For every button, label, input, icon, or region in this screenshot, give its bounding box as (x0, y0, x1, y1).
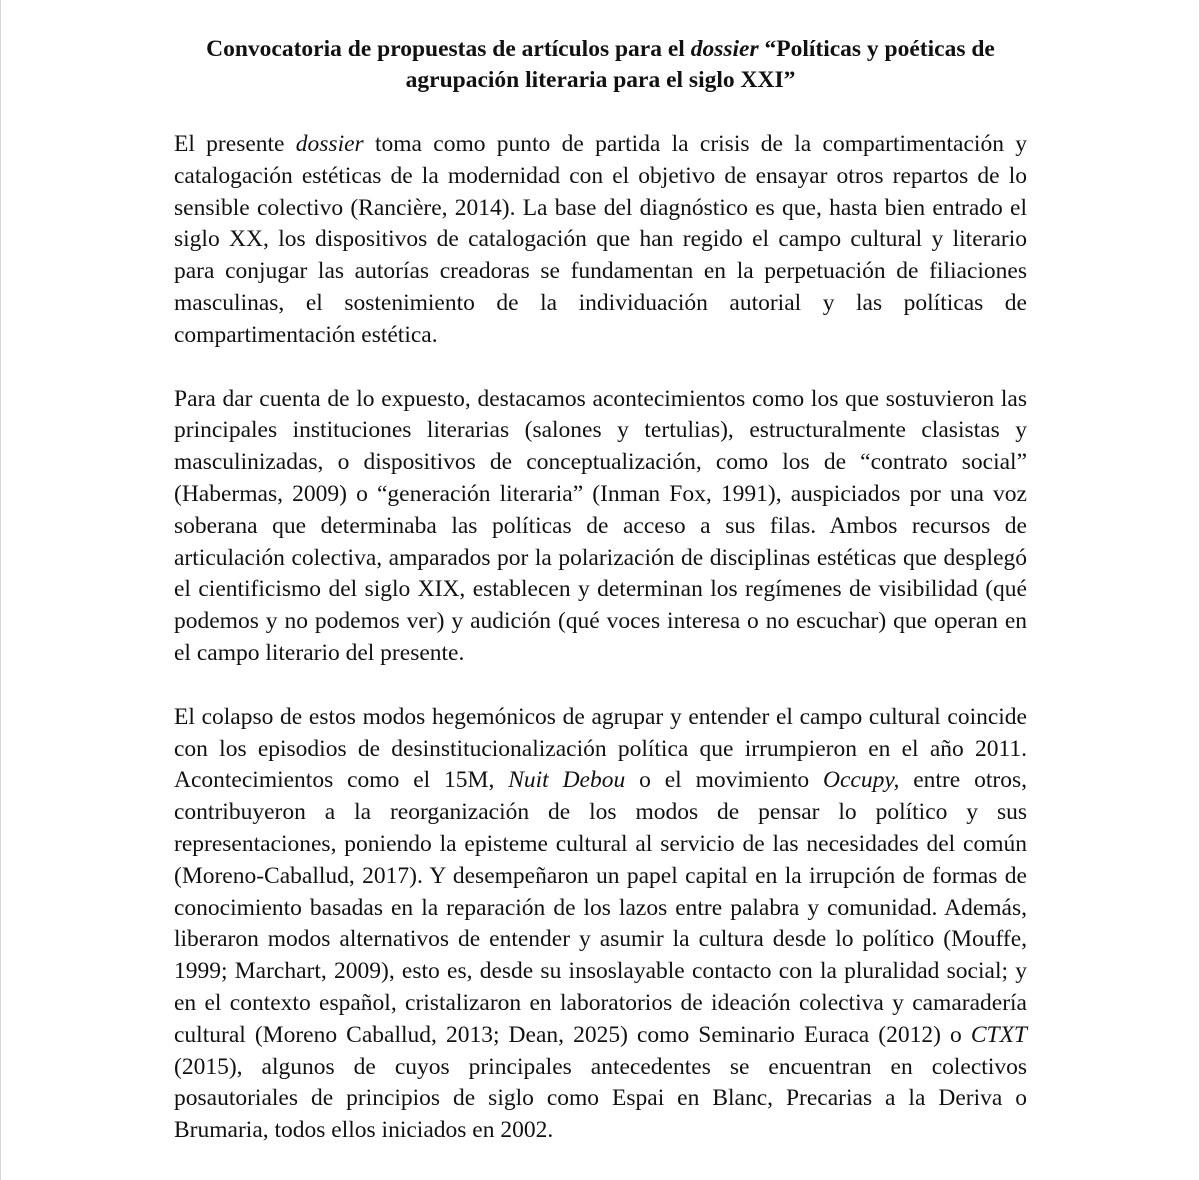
paragraph-3-text-d: (2015), algunos de cuyos principales antecedentes se encuentran en colectivos posautoriales de principios de siglo como Espai en Blanc, Precarias a la Deriva o Brumaria, todos ellos iniciados en 2002. (174, 1053, 1027, 1144)
paragraph-1-text-a: El presente (174, 131, 296, 157)
paragraph-3-italic-occupy: Occupy, (823, 767, 900, 794)
title-text-2: “Políticas y poéticas de (758, 36, 995, 62)
paragraph-3-italic-ctxt: CTXT (970, 1021, 1027, 1048)
document-title (174, 34, 1027, 96)
paragraph-3-text-a: El colapso de estos modos hegemónicos de agrupar y entender el campo cultural coincide con los episodios de desinstitucionalización política que irrumpieron en el año 2011. Acontecimientos como el 15M, (174, 703, 1027, 794)
paragraph-3 (174, 702, 1027, 1147)
paragraph-3-italic-nuit-debou: Nuit Debou (508, 767, 626, 794)
title-text-3: agrupación literaria para el siglo XXI” (405, 67, 796, 93)
paragraph-1 (174, 129, 1027, 352)
paragraph-3-text-b: o el movimiento (625, 767, 824, 794)
title-text-1: Convocatoria de propuestas de artículos para el (206, 36, 691, 62)
paragraph-3-text-c: entre otros, contribuyeron a la reorganización de los modos de pensar lo político y sus representaciones, poniendo la episteme cultural al servicio de las necesidades del común (Moreno-Caballud, 2017). Y desempeñaron un papel capital en la irrupción de formas de conocimiento basadas en la reparación de los lazos entre palabra y comunidad. Además, liberaron modos alternativos de entender y asumir la cultura desde lo político (Mouffe, 1999; Marchart, 2009), esto es, desde su insoslayable contacto con la pluralidad social; y en el contexto español, cristalizaron en laboratorios de ideación colectiva y camaradería cultural (Moreno Caballud, 2013; Dean, 2025) como Seminario Euraca (2012) o (174, 767, 1027, 1048)
title-italic-dossier: dossier (690, 36, 759, 62)
paragraph-1-italic: dossier (295, 131, 364, 157)
paragraph-2-text: Para dar cuenta de lo expuesto, destacamos acontecimientos como los que sostuvieron las principales instituciones literarias (salones y tertulias), estructuralmente clasistas y masculinizadas, o dispositivos de conceptualización, como los de “contrato social” (Habermas, 2009) o “generación literaria” (Inman Fox, 1991), auspiciados por una voz soberana que determinaba las políticas de acceso a sus filas. Ambos recursos de articulación colectiva, amparados por la polarización de disciplinas estéticas que desplegó el cientificismo del siglo XIX, establecen y determinan los regímenes de visibilidad (qué podemos y no podemos ver) y audición (qué voces interesa o no escuchar) que operan en el campo literario del presente. (174, 385, 1027, 666)
document-body (174, 34, 1027, 1147)
paragraph-1-text-b: toma como punto de partida la crisis de la compartimentación y catalogación estéticas de la modernidad con el objetivo de ensayar otros repartos de lo sensible colectivo (Rancière, 2014). La base del diagnóstico es que, hasta bien entrado el siglo XX, los dispositivos de catalogación que han regido el campo cultural y literario para conjugar las autorías creadoras se fundamentan en la perpetuación de filiaciones masculinas, el sostenimiento de la individuación autorial y las políticas de compartimentación estética. (174, 131, 1027, 348)
paragraph-2 (174, 384, 1027, 670)
